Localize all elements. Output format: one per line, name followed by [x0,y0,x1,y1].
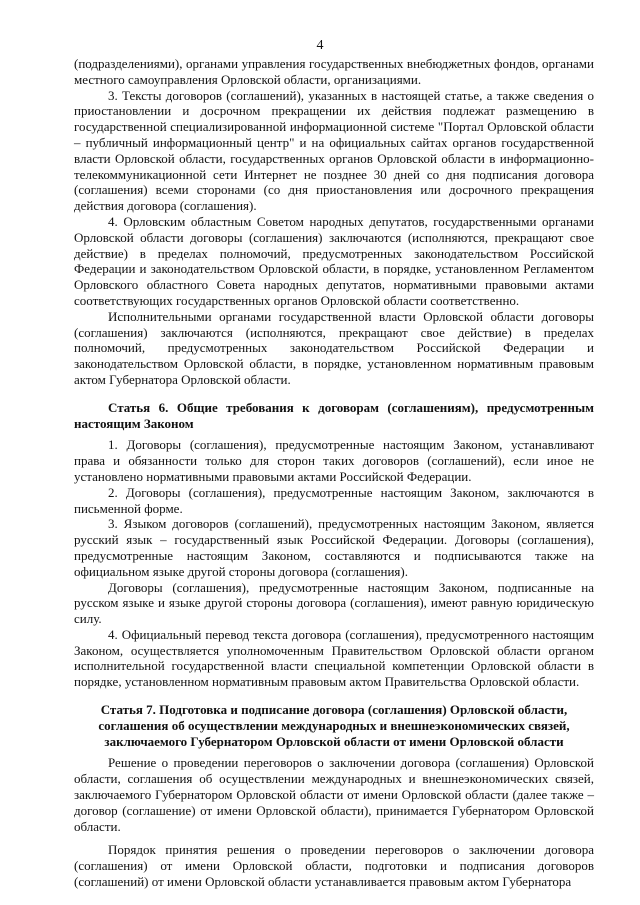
paragraph-item-3: 3. Тексты договоров (соглашений), указанных в настоящей статье, а также сведения о приостановлении и досрочном прекращении их действия подлежат размещению в государственной специализированной информационной системе "Портал Орловской области – публичный информационный центр" и на официальных сайтах органов государственной власти Орловской области, государственных органов Орловской области в информационно-телекоммуникационной сети Интернет не позднее 30 дней со дня подписания договора (соглашения) всеми сторонами (со дня приостановления или досрочного прекращения действия договора (соглашения). [74,87,594,214]
paragraph-executive-bodies: Исполнительными органами государственной власти Орловской области договоры (соглашения) заключаются (исполняются, прекращают свое действие) в пределах полномочий, предусмотренных законодательством Российской Федерации и законодательством Орловской области, в порядке, установленном нормативным правовым актом Губернатора Орловской области. [74,308,594,387]
article-6-heading: Статья 6. Общие требования к договорам (соглашениям), предусмотренным настоящим Законом [74,399,594,431]
article-6-item-4: 4. Официальный перевод текста договора (соглашения), предусмотренного настоящим Законом, осуществляется уполномоченным Правительством Орловской области органом исполнительной государственной власти специальной компетенции Орловской области в порядке, установленном нормативным правовым актом Правительства Орловской области. [74,626,594,690]
page-number: 4 [316,38,324,53]
article-6-item-1: 1. Договоры (соглашения), предусмотренные настоящим Законом, устанавливают права и обязанности только для сторон таких договоров (соглашений), если иное не установлено нормативными правовыми актами Российской Федерации. [74,437,594,484]
document-body [74,56,594,890]
article-6-item-3-continuation: Договоры (соглашения), предусмотренные настоящим Законом, подписанные на русском языке и языке другой стороны договора (соглашения), имеют равную юридическую силу. [74,579,594,627]
paragraph-continuation: (подразделениями), органами управления государственных внебюджетных фондов, органами местного самоуправления Орловской области, организациями. [74,56,594,87]
article-6-item-2: 2. Договоры (соглашения), предусмотренные настоящим Законом, заключаются в письменной форме. [74,484,594,516]
article-7-heading: Статья 7. Подготовка и подписание договора (соглашения) Орловской области, соглашения об осуществлении международных и внешнеэкономических связей, заключаемого Губернатором Орловской области от имени Орловской области [98,702,570,749]
paragraph-item-4: 4. Орловским областным Советом народных депутатов, государственными органами Орловской области договоры (соглашения) заключаются (исполняются, прекращают свое действие) в пределах полномочий, предусмотренных законодательством Российской Федерации и законодательством Орловской области, в порядке, установленном Регламентом Орловского областного Совета народных депутатов, нормативными правовыми актами соответствующих государственных органов Орловской области соответственно. [74,213,594,308]
article-7-paragraph-2: Порядок принятия решения о проведении переговоров о заключении договора (соглашения) от имени Орловской области, подготовки и подписания договоров (соглашений) от имени Орловской области устанавливается правовым актом Губернатора [74,842,594,890]
article-6-item-3: 3. Языком договоров (соглашений), предусмотренных настоящим Законом, является русский язык – государственный язык Российской Федерации. Договоры (соглашения), предусмотренные настоящим Законом, составляются и подписываются также на официальном языке другой стороны договора (соглашения). [74,516,594,579]
article-7-paragraph-1: Решение о проведении переговоров о заключении договора (соглашения) Орловской области, соглашения об осуществлении международных и внешнеэкономических связей, заключаемого Губернатором Орловской области от имени Орловской области (далее также – договор (соглашение) от имени Орловской области), принимается Губернатором Орловской области. [74,755,594,834]
